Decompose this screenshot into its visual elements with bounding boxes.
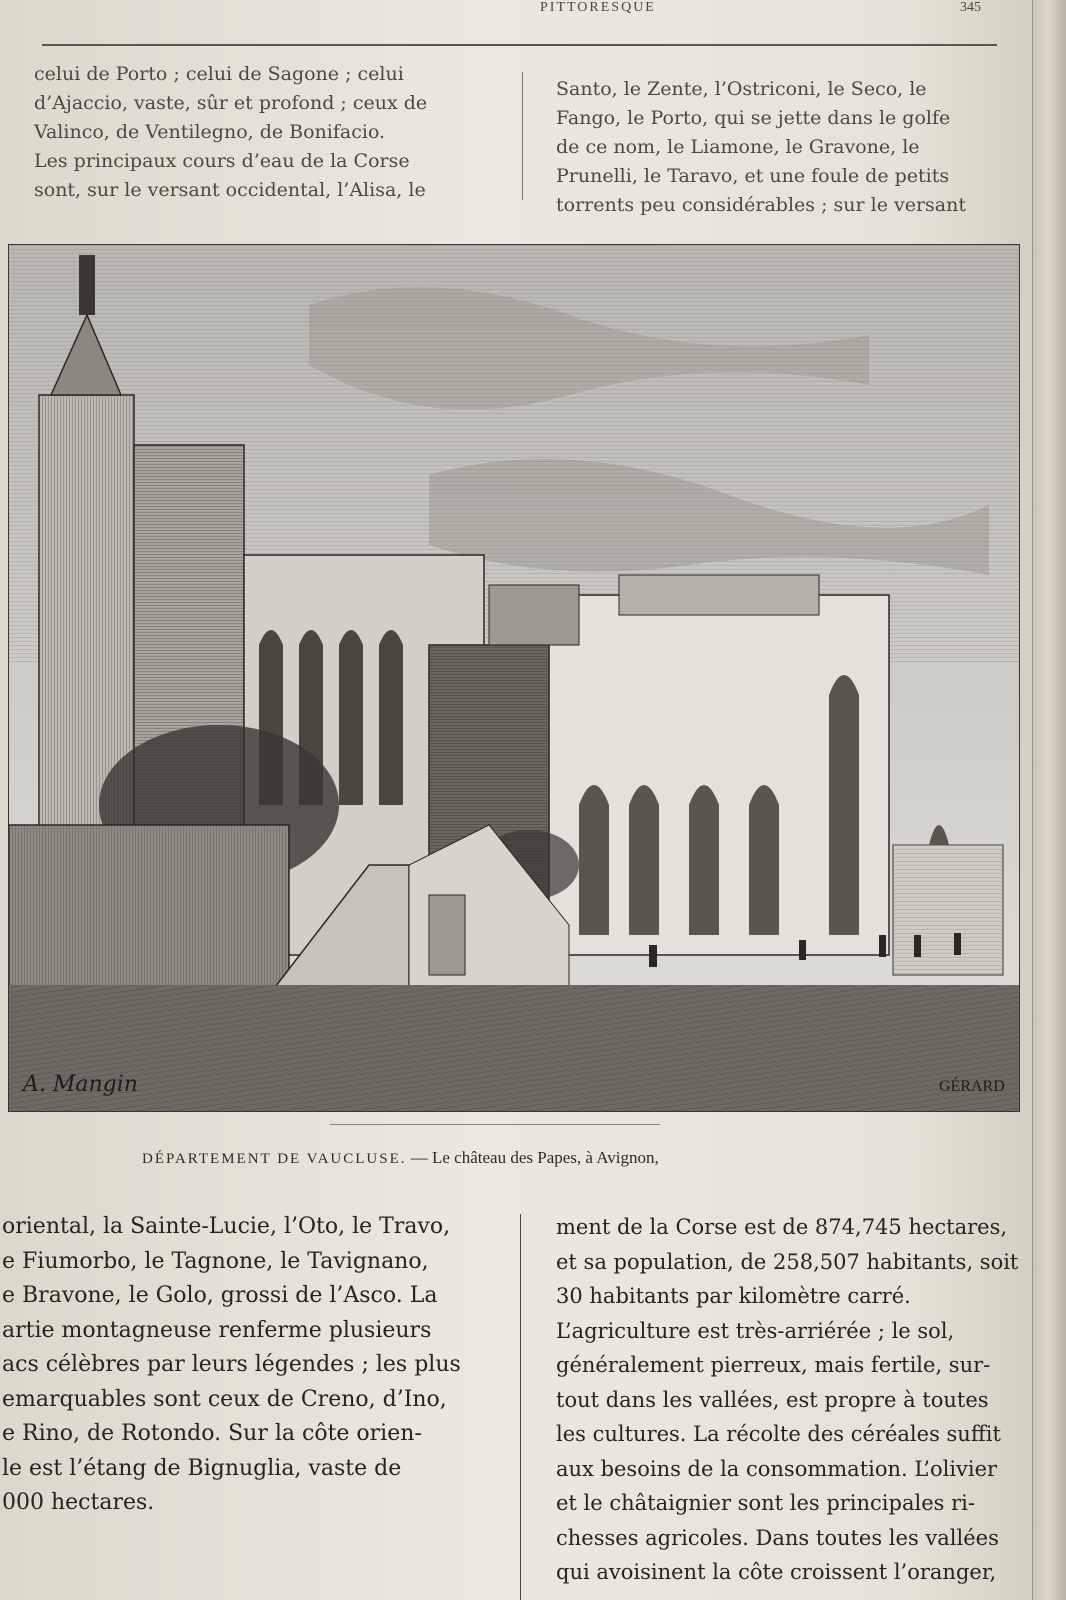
text-line: Fango, le Porto, qui se jette dans le golfe	[556, 107, 951, 129]
text-line: généralement pierreux, mais fertile, sur-	[556, 1353, 991, 1377]
upper-battlements	[619, 575, 819, 615]
artist-signature: A. Mangin	[23, 1072, 138, 1097]
text-line: chesses agricoles. Dans toutes les vallées	[556, 1525, 999, 1550]
page-number: 345	[960, 0, 981, 15]
text-line: torrents peu considérables ; sur le versant	[556, 194, 966, 216]
text-line: Les principaux cours d’eau de la Corse	[34, 150, 410, 172]
text-line: et sa population, de 258,507 habitants, soit	[556, 1249, 1019, 1274]
text-line: emarquables sont ceux de Creno, d’Ino,	[2, 1386, 447, 1412]
text-line: celui de Porto ; celui de Sagone ; celui	[34, 63, 404, 85]
crenellated-tower	[489, 585, 579, 645]
text-line: d’Ajaccio, vaste, sûr et profond ; ceux de	[34, 92, 428, 114]
text-line: de ce nom, le Liamone, le Gravone, le	[556, 136, 920, 158]
header-rule	[42, 44, 997, 46]
text-line: qui avoisinent la côte croissent l’oranger,	[556, 1560, 997, 1584]
text-line: e Rino, de Rotondo. Sur la côte orien-	[2, 1421, 422, 1446]
caption-rule	[330, 1124, 660, 1125]
text-line: 000 hectares.	[2, 1490, 155, 1515]
top-right-column	[556, 75, 966, 220]
fountain	[429, 895, 465, 975]
text-line: Santo, le Zente, l’Ostriconi, le Seco, le	[556, 78, 927, 100]
top-left-column	[34, 60, 427, 205]
caption-department: DÉPARTEMENT DE VAUCLUSE.	[142, 1151, 407, 1167]
text-line: Prunelli, le Taravo, et une foule de petits	[556, 165, 950, 187]
text-line: acs célèbres par leurs légendes ; les plus	[2, 1352, 461, 1377]
text-line: L’agriculture est très-arriérée ; le sol,	[556, 1318, 955, 1343]
text-line: ment de la Corse est de 874,745 hectares,	[556, 1215, 1008, 1239]
madonna-statue	[79, 255, 95, 315]
text-line: tout dans les vallées, est propre à toutes	[556, 1387, 989, 1412]
text-line: 30 habitants par kilomètre carré.	[556, 1284, 911, 1308]
text-line: aux besoins de la consommation. L’olivier	[556, 1456, 998, 1481]
text-line: oriental, la Sainte-Lucie, l’Oto, le Travo,	[2, 1214, 451, 1239]
text-line: e Fiumorbo, le Tagnone, le Tavignano,	[2, 1248, 429, 1274]
engraving-illustration	[8, 244, 1020, 1112]
bottom-left-column	[2, 1210, 461, 1521]
palais-des-papes-engraving	[9, 245, 1019, 1111]
text-line: Valinco, de Ventilegno, de Bonifacio.	[34, 121, 386, 143]
text-line: artie montagneuse renferme plusieurs	[2, 1317, 432, 1343]
text-line: le est l’étang de Bignuglia, vaste de	[2, 1455, 402, 1481]
column-divider-top	[522, 72, 523, 200]
text-line: e Bravone, le Golo, grossi de l’Asco. La	[2, 1283, 438, 1308]
engraver-signature: GÉRARD	[939, 1078, 1005, 1095]
column-divider-bottom	[520, 1214, 521, 1600]
caption-title: Le château des Papes, à Avignon,	[432, 1148, 659, 1167]
text-line: sont, sur le versant occidental, l’Alisa, le	[34, 179, 426, 201]
figure-caption	[142, 1148, 659, 1168]
text-line: et le châtaignier sont les principales ri-	[556, 1491, 975, 1515]
bottom-right-column	[556, 1210, 1018, 1590]
caption-dash: —	[410, 1148, 428, 1167]
page-stack-edge	[1032, 0, 1066, 1600]
running-title: PITTORESQUE	[540, 0, 656, 15]
text-line: les cultures. La récolte des céréales suffit	[556, 1422, 1001, 1446]
